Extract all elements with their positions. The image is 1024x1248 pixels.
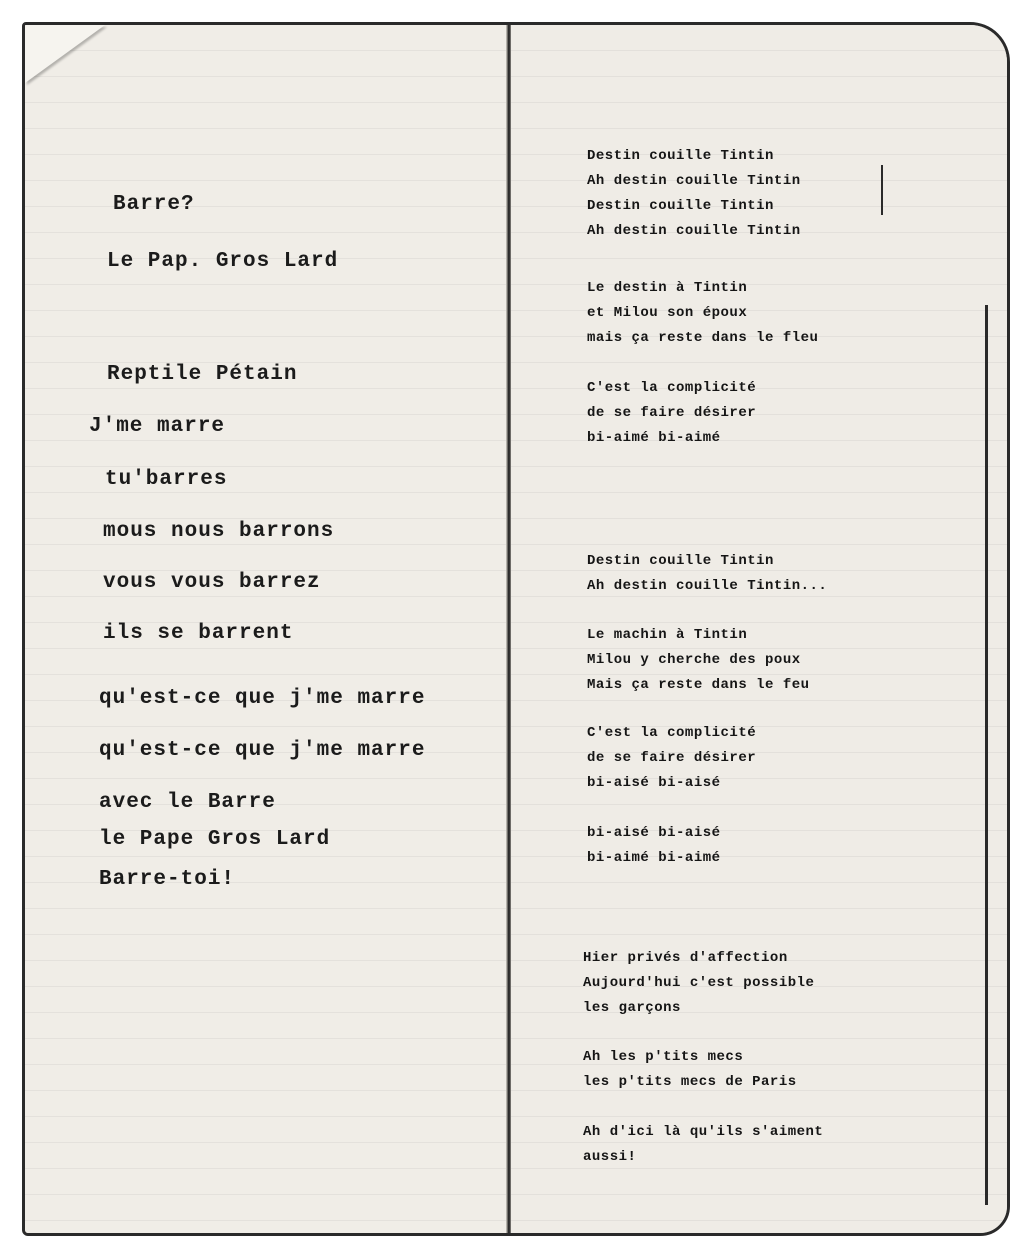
text-line: le Pape Gros Lard <box>99 828 331 851</box>
text-line: ils se barrent <box>103 622 294 645</box>
text-line: Ah destin couille Tintin <box>587 173 801 189</box>
text-line: Barre-toi! <box>99 868 236 891</box>
text-line: vous vous barrez <box>103 571 321 594</box>
text-line: Milou y cherche des poux <box>587 652 801 668</box>
text-line: les garçons <box>583 1000 681 1016</box>
text-line: Le destin à Tintin <box>587 280 748 296</box>
text-line: bi-aisé bi-aisé <box>587 775 721 791</box>
text-line: bi-aimé bi-aimé <box>587 850 721 866</box>
page-edge-shadow <box>985 305 988 1205</box>
right-page <box>511 25 1007 1233</box>
text-line: Ah d'ici là qu'ils s'aiment <box>583 1124 824 1140</box>
text-line: Aujourd'hui c'est possible <box>583 975 815 991</box>
text-line: Mais ça reste dans le feu <box>587 677 810 693</box>
text-line: Ah destin couille Tintin... <box>587 578 828 594</box>
text-line: Destin couille Tintin <box>587 553 774 569</box>
text-line: Hier privés d'affection <box>583 950 788 966</box>
text-line: avec le Barre <box>99 791 276 814</box>
text-line: C'est la complicité <box>587 725 757 741</box>
text-line: Destin couille Tintin <box>587 198 774 214</box>
text-line: C'est la complicité <box>587 380 757 396</box>
text-line: bi-aimé bi-aimé <box>587 430 721 446</box>
text-line: J'me marre <box>89 415 226 438</box>
text-line: qu'est-ce que j'me marre <box>99 687 426 710</box>
typed-leaflet <box>22 22 1010 1236</box>
text-line: tu'barres <box>105 468 228 491</box>
text-line: Destin couille Tintin <box>587 148 774 164</box>
text-line: et Milou son époux <box>587 305 748 321</box>
text-line: de se faire désirer <box>587 750 757 766</box>
folded-corner <box>25 25 105 83</box>
text-line: mais ça reste dans le fleu <box>587 330 819 346</box>
text-line: de se faire désirer <box>587 405 757 421</box>
text-line: Reptile Pétain <box>107 363 298 386</box>
text-line: qu'est-ce que j'me marre <box>99 739 426 762</box>
text-line: bi-aisé bi-aisé <box>587 825 721 841</box>
text-line: Le Pap. Gros Lard <box>107 250 339 273</box>
text-line: Ah les p'tits mecs <box>583 1049 744 1065</box>
left-page <box>25 25 508 1233</box>
text-line: Le machin à Tintin <box>587 627 748 643</box>
text-line: aussi! <box>583 1149 637 1165</box>
margin-mark <box>881 165 883 215</box>
text-line: mous nous barrons <box>103 520 335 543</box>
text-line: les p'tits mecs de Paris <box>583 1074 797 1090</box>
text-line: Barre? <box>113 193 195 216</box>
text-line: Ah destin couille Tintin <box>587 223 801 239</box>
